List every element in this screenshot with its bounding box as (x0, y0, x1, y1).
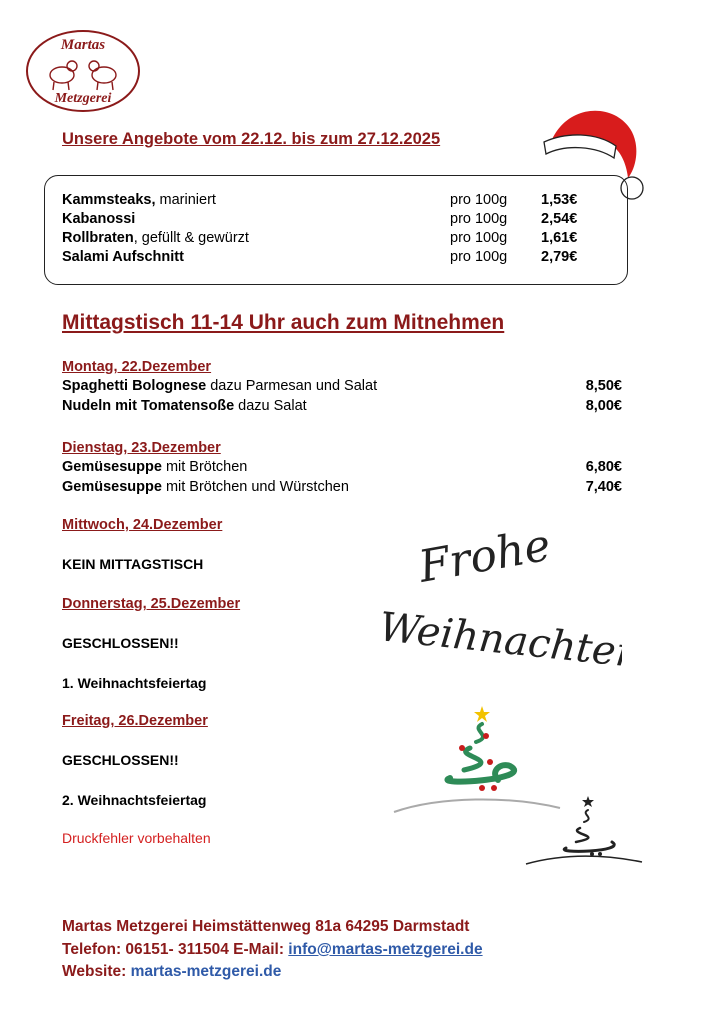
dish-name: Spaghetti Bolognese (62, 378, 207, 394)
dish-row (62, 479, 622, 499)
footer-address: Martas Metzgerei Heimstättenweg 81a 64295 Darmstadt (62, 918, 470, 935)
dish-row (62, 459, 622, 479)
closed-note: GESCHLOSSEN!! (62, 635, 179, 651)
offer-row (62, 230, 592, 250)
greeting-line2: Weihnachten (376, 604, 622, 678)
offer-row (62, 211, 592, 231)
christmas-tree-small-icon (522, 790, 646, 870)
email-link[interactable]: info@martas-metzgerei.de (288, 941, 483, 958)
holiday-note: 1. Weihnachtsfeiertag (62, 675, 207, 691)
dish-side: mit Brötchen (161, 459, 248, 475)
offer-name: Kammsteaks, (62, 192, 156, 208)
offer-detail: , gefüllt & gewürzt (133, 230, 249, 246)
disclaimer-text: Druckfehler vorbehalten (62, 830, 211, 846)
dish-side: dazu Parmesan und Salat (206, 378, 378, 394)
dish-row (62, 398, 622, 418)
offer-row (62, 192, 592, 212)
christmas-greeting (372, 520, 622, 680)
offer-price: 2,54€ (541, 211, 578, 227)
offer-name: Salami Aufschnitt (62, 249, 184, 265)
day-heading-wednesday: Mittwoch, 24.Dezember (62, 517, 223, 533)
dish-price: 8,50€ (585, 378, 622, 394)
holiday-note: 2. Weihnachtsfeiertag (62, 792, 207, 808)
dish-name: Gemüsesuppe (62, 459, 162, 475)
day-heading-monday: Montag, 22.Dezember (62, 359, 212, 375)
offer-unit: pro 100g (450, 249, 508, 265)
offer-price: 2,79€ (541, 249, 578, 265)
dish-price: 6,80€ (585, 459, 622, 475)
website-link[interactable]: martas-metzgerei.de (130, 963, 282, 980)
dish-side: dazu Salat (234, 398, 307, 414)
day-heading-thursday: Donnerstag, 25.Dezember (62, 596, 241, 612)
footer-website (62, 963, 281, 981)
closed-note: KEIN MITTAGSTISCH (62, 556, 204, 572)
logo-text-top: Martas (60, 37, 106, 53)
dish-price: 8,00€ (585, 398, 622, 414)
footer-phone: Telefon: 06151- 311504 E-Mail: (62, 941, 289, 958)
dish-name: Nudeln mit Tomatensoße (62, 398, 235, 414)
offer-row (62, 249, 592, 269)
dish-row (62, 378, 622, 398)
day-heading-tuesday: Dienstag, 23.Dezember (62, 440, 221, 456)
footer-contact (62, 941, 483, 959)
offer-price: 1,53€ (541, 192, 578, 208)
greeting-line1: Frohe (415, 520, 555, 593)
lunch-heading: Mittagstisch 11-14 Uhr auch zum Mitnehmen (62, 311, 505, 334)
shop-logo (24, 28, 142, 114)
day-heading-friday: Freitag, 26.Dezember (62, 713, 208, 729)
closed-note: GESCHLOSSEN!! (62, 752, 179, 768)
website-label: Website: (62, 963, 131, 980)
offer-detail: mariniert (155, 192, 216, 208)
offers-heading: Unsere Angebote vom 22.12. bis zum 27.12.2025 (62, 130, 441, 148)
offer-unit: pro 100g (450, 192, 508, 208)
offer-name: Kabanossi (62, 211, 136, 227)
offer-name: Rollbraten (62, 230, 134, 246)
dish-side: mit Brötchen und Würstchen (161, 479, 349, 495)
offer-unit: pro 100g (450, 230, 508, 246)
dish-name: Gemüsesuppe (62, 479, 162, 495)
logo-text-bottom: Metzgerei (54, 91, 112, 106)
offer-price: 1,61€ (541, 230, 578, 246)
dish-price: 7,40€ (585, 479, 622, 495)
offer-unit: pro 100g (450, 211, 508, 227)
